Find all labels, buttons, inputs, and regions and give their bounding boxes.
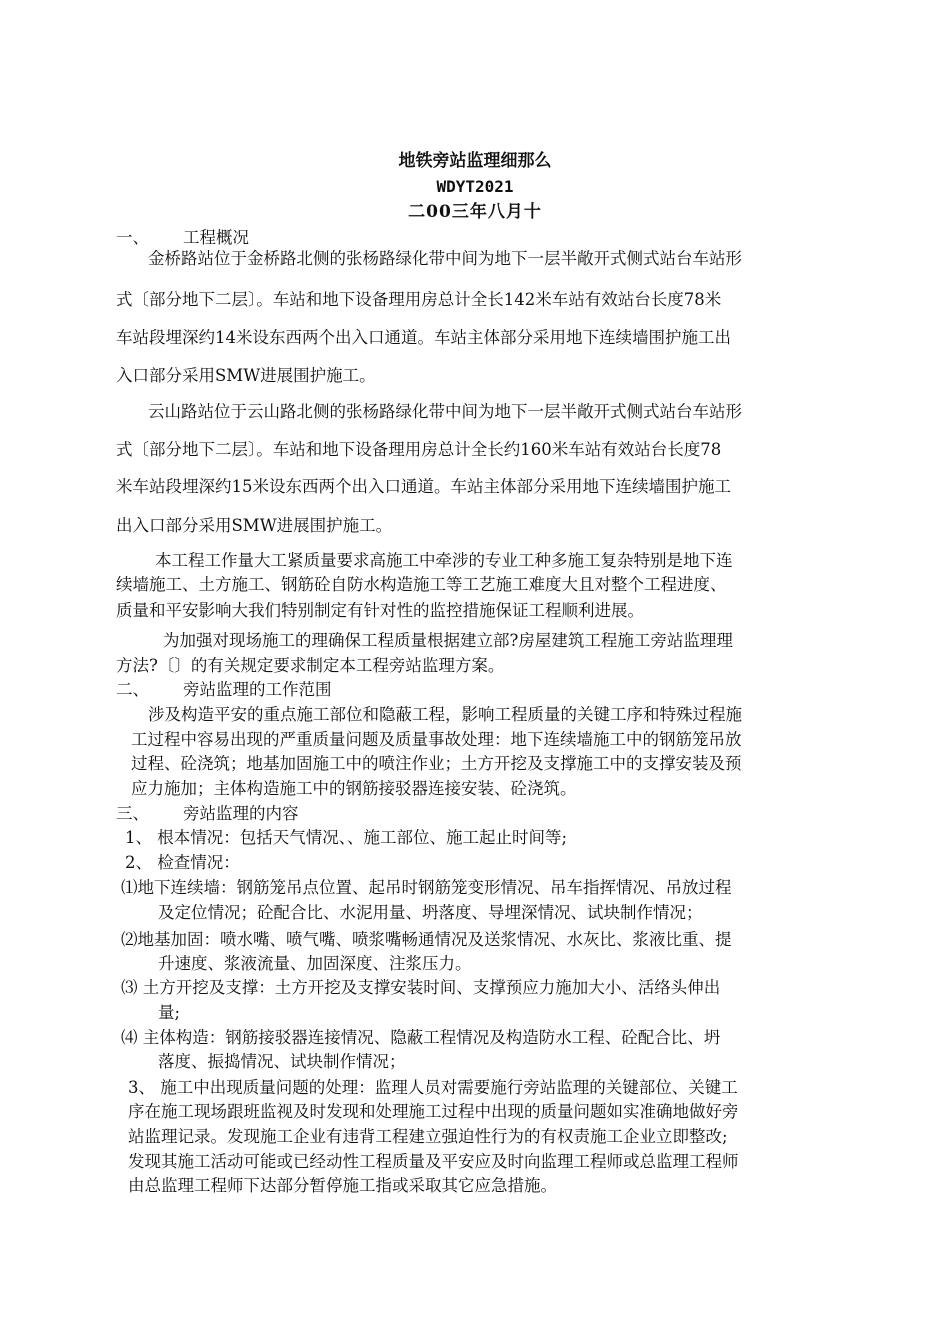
paragraph-line: 续墙施工、土方施工、钢筋砼自防水构造施工等工艺施工难度大且对整个工程进度、 — [116, 575, 727, 594]
sub-item-line: ⑷ 主体构造：钢筋接驳器连接情况、隐蔽工程情况及构造防水工程、砼配合比、坍 — [121, 1028, 721, 1047]
section-3-heading: 旁站监理的内容 — [183, 804, 299, 823]
list-item-line: 序在施工现场跟班监视及时发现和处理施工过程中出现的质量问题如实准确地做好旁 — [128, 1102, 739, 1121]
paragraph-line: 质量和平安影响大我们特别制定有针对性的监控措施保证工程顺利进展。 — [116, 601, 644, 620]
section-2-heading: 旁站监理的工作范围 — [183, 680, 332, 699]
paragraph-line: 为加强对现场施工的理确保工程质量根据建立部?房屋建筑工程施工旁站监理理 — [163, 631, 733, 650]
section-2-number: 二、 — [116, 680, 149, 699]
section-1-number: 一、 — [116, 228, 149, 247]
paragraph-line: 方法?〔〕的有关规定要求制定本工程旁站监理方案。 — [116, 656, 505, 675]
sub-item-line: 升速度、浆液流量、加固深度、注浆压力。 — [158, 954, 472, 973]
list-item: 1、 根本情况：包括天气情况、、施工部位、施工起止时间等; — [125, 828, 568, 847]
paragraph-line: 金桥路站位于金桥路北侧的张杨路绿化带中间为地下一层半敞开式侧式站台车站形 — [148, 249, 742, 268]
paragraph-line: 工过程中容易出现的严重质量问题及质量事故处理：地下连续墙施工中的钢筋笼吊放 — [131, 730, 742, 749]
paragraph-line: 入口部分采用SMW进展围护施工。 — [116, 366, 376, 385]
paragraph-line: 式〔部分地下二层〕。车站和地下设备理用房总计全长142米车站有效站台长度78米 — [116, 290, 722, 309]
list-item-line: 发现其施工活动可能或已经动性工程质量及平安应及时向监理工程师或总监理工程师 — [128, 1152, 739, 1171]
section-3-number: 三、 — [116, 804, 149, 823]
list-item: 3、 施工中出现质量问题的处理：监理人员对需要施行旁站监理的关键部位、关键工 — [128, 1078, 738, 1097]
section-1-heading: 工程概况 — [183, 228, 249, 247]
sub-item-line: ⑵地基加固：喷水嘴、喷气嘴、喷浆嘴畅通情况及送浆情况、水灰比、浆液比重、提 — [121, 930, 732, 949]
sub-item-line: 量; — [158, 1003, 181, 1022]
document-title: 地铁旁站监理细那么 — [398, 151, 552, 171]
list-item-line: 由总监理工程师下达部分暂停施工指或采取其它应急措施。 — [128, 1176, 557, 1195]
paragraph-line: 过程、砼浇筑；地基加固施工中的喷注作业；土方开挖及支撑施工中的支撑安装及预 — [131, 754, 742, 773]
sub-item-line: 落度、振捣情况、试块制作情况； — [158, 1052, 406, 1071]
paragraph-line: 云山路站位于云山路北侧的张杨路绿化带中间为地下一层半敞开式侧式站台车站形 — [148, 402, 742, 421]
document-code: WDYT2021 — [436, 177, 514, 196]
sub-item-line: ⑴地下连续墙：钢筋笼吊点位置、起吊时钢筋笼变形情况、吊车指挥情况、吊放过程 — [121, 878, 732, 897]
list-item-line: 站监理记录。发现施工企业有违背工程建立强迫性行为的有权责施工企业立即整改; — [128, 1127, 728, 1146]
paragraph-line: 式〔部分地下二层〕。车站和地下设备理用房总计全长约160米车站有效站台长度78 — [116, 440, 722, 459]
paragraph-line: 本工程工作量大工紧质量要求高施工中牵涉的专业工种多施工复杂特别是地下连 — [155, 551, 733, 570]
sub-item-line: 及定位情况；砼配合比、水泥用量、坍落度、导埋深情况、试块制作情况； — [158, 903, 703, 922]
paragraph-line: 应力施加；主体构造施工中的钢筋接驳器连接安装、砼浇筑。 — [131, 779, 577, 798]
list-item: 2、 检查情况： — [125, 853, 240, 872]
paragraph-line: 车站段埋深约14米设东西两个出入口通道。车站主体部分采用地下连续墙围护施工出 — [116, 328, 731, 347]
paragraph-line: 涉及构造平安的重点施工部位和隐蔽工程，影响工程质量的关键工序和特殊过程施 — [148, 705, 742, 724]
sub-item-line: ⑶ 土方开挖及支撑：土方开挖及支撑安装时间、支撑预应力施加大小、活络头伸出 — [121, 978, 721, 997]
paragraph-line: 米车站段埋深约15米设东西两个出入口通道。车站主体部分采用地下连续墙围护施工 — [116, 477, 731, 496]
paragraph-line: 出入口部分采用SMW进展围护施工。 — [116, 516, 393, 535]
document-date: 二00三年八月十 — [408, 202, 542, 222]
